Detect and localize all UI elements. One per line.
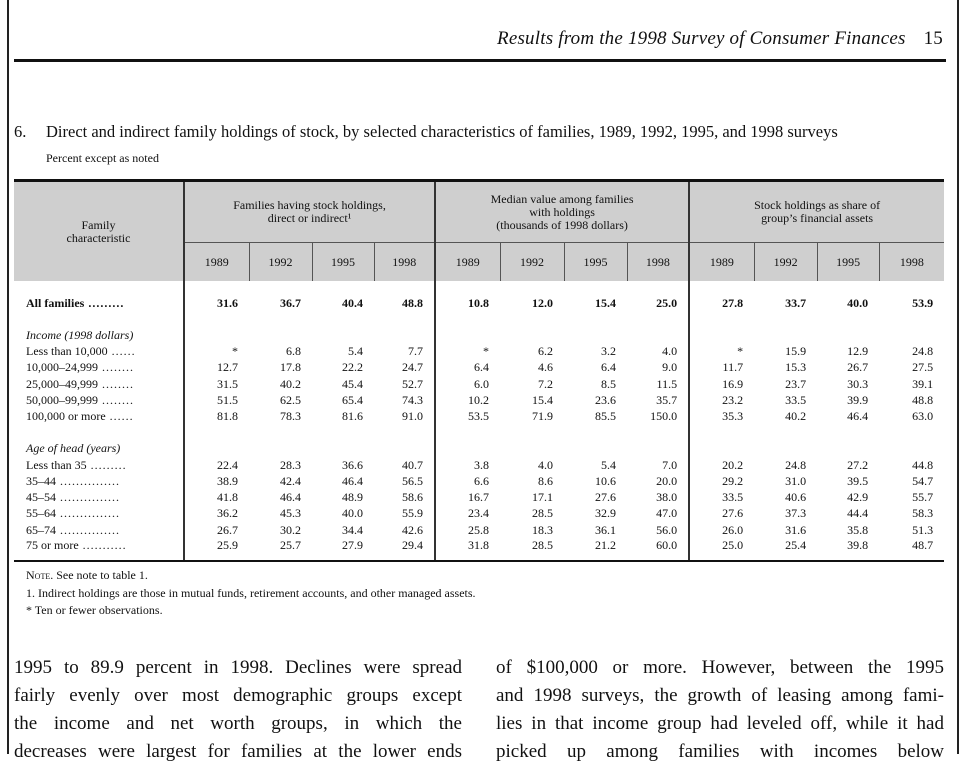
table-cell: 6.4	[435, 360, 500, 376]
group-header-share	[689, 181, 944, 243]
table-cell: 5.4	[601, 457, 617, 472]
group-header-line: (thousands of 1998 dollars)	[496, 217, 628, 232]
table-row	[14, 376, 944, 392]
table-cell: 18.3	[532, 522, 554, 537]
row-label: 55–64 ...............	[26, 506, 120, 521]
table-row	[14, 392, 944, 408]
table-cell: 28.5	[500, 538, 564, 561]
table-cell: 17.1	[532, 490, 554, 505]
year-header: 1995	[564, 243, 627, 282]
table-cell: 56.5	[402, 473, 424, 488]
table-cell: 27.6	[595, 490, 617, 505]
body-line: of $100,000 or more. However, between the 1995	[496, 657, 944, 678]
table-cell: 25.0	[656, 296, 678, 311]
table-cell: 32.9	[595, 506, 617, 521]
table-cell: 44.8	[912, 457, 934, 472]
table-cell: 48.7	[879, 538, 944, 561]
table-cell: 31.6	[184, 281, 249, 311]
table-cell: 85.5	[595, 409, 617, 424]
table-cell: 60.0	[627, 538, 689, 561]
table-cell: 36.1	[595, 522, 617, 537]
table-cell: 22.2	[342, 360, 363, 375]
table-cell: 6.0	[435, 376, 500, 392]
table-cell: 78.3	[280, 409, 301, 424]
table-cell: 12.0	[532, 296, 554, 311]
table-cell: *	[184, 343, 249, 359]
table-cell: 81.6	[342, 409, 363, 424]
row-label-text: 75 or more	[26, 538, 79, 553]
footnote-1: 1. Indirect holdings are those in mutual funds, retirement accounts, and other managed assets.	[26, 585, 476, 600]
table-cell: 37.3	[785, 506, 807, 521]
group-header-line: Stock holdings as share of	[754, 198, 881, 212]
table-row	[14, 473, 944, 489]
table-row	[14, 506, 944, 522]
table-cell: 4.6	[538, 360, 554, 375]
table-cell: 74.3	[402, 392, 424, 407]
year-header: 1998	[627, 243, 689, 282]
table-cell: 6.4	[601, 360, 617, 375]
footnote-star: * Ten or fewer observations.	[26, 603, 163, 617]
year-header: 1989	[689, 243, 754, 282]
year-header: 1995	[817, 243, 879, 282]
table-cell: 4.0	[662, 344, 678, 359]
year-header: 1989	[184, 243, 249, 282]
table-cell: 31.0	[785, 473, 807, 488]
row-label-text: All families	[26, 296, 85, 311]
table-cell: 65.4	[342, 392, 363, 407]
table-row	[14, 522, 944, 538]
table-cell: 23.7	[785, 376, 807, 391]
table-cell: 5.4	[348, 344, 363, 359]
row-label-text: 10,000–24,999	[26, 360, 98, 375]
row-label-text: 35–44	[26, 473, 56, 488]
table-cell: 91.0	[402, 409, 424, 424]
running-head	[0, 28, 943, 50]
body-line: decreases were largest for families at the lower ends	[14, 741, 462, 762]
table-cell: 10.6	[595, 473, 617, 488]
table-cell: 54.7	[912, 473, 934, 488]
table-cell: 39.1	[912, 376, 934, 391]
table-row	[14, 457, 944, 473]
table-number: 6.	[14, 122, 27, 141]
table-cell: 55.7	[912, 490, 934, 505]
table-cell: 17.8	[280, 360, 301, 375]
table-cell: 24.8	[912, 344, 934, 359]
group-header-line: direct or indirect¹	[267, 211, 352, 225]
table-cell: 40.0	[847, 296, 869, 311]
table-cell: 62.5	[280, 392, 301, 407]
year-header: 1998	[879, 243, 944, 282]
table-cell: 21.2	[564, 538, 627, 561]
table-cell: 35.3	[689, 408, 754, 424]
table-cell: 40.2	[785, 409, 807, 424]
table-cell: 44.4	[847, 506, 869, 521]
table-cell: 12.7	[184, 360, 249, 376]
section-heading: Income (1998 dollars)	[26, 327, 134, 342]
table-cell: 30.2	[280, 522, 301, 537]
table-cell: 27.9	[312, 538, 374, 561]
table-cell: 11.5	[656, 376, 678, 391]
table-cell: 23.6	[595, 392, 617, 407]
running-head-title: Results from the 1998 Survey of Consumer Finances	[497, 28, 906, 49]
table-cell: 51.5	[184, 392, 249, 408]
group-header-median	[435, 181, 689, 243]
year-header: 1995	[312, 243, 374, 282]
table-cell: 26.7	[847, 360, 869, 375]
table-cell: 6.6	[435, 473, 500, 489]
body-line: 1995 to 89.9 percent in 1998. Declines were spread	[14, 657, 462, 678]
body-line: lies in that income group had leveled off, while it had	[496, 713, 944, 734]
table-cell: 11.7	[689, 360, 754, 376]
stock-holdings-table	[14, 179, 944, 562]
table-row	[14, 490, 944, 506]
table-cell: 31.6	[785, 522, 807, 537]
table-cell: 9.0	[662, 360, 678, 375]
table-cell: 8.5	[601, 376, 617, 391]
table-cell: 48.8	[912, 392, 934, 407]
table-cell: 41.8	[184, 490, 249, 506]
table-cell: 38.9	[184, 473, 249, 489]
table-cell: 28.5	[532, 506, 554, 521]
table-cell: 27.2	[847, 457, 869, 472]
table-cell: 27.8	[689, 281, 754, 311]
table-cell: *	[435, 343, 500, 359]
group-header-line: with holdings	[529, 204, 595, 219]
group-header-holdings	[184, 181, 435, 243]
row-label: 75 or more ...........	[14, 538, 184, 561]
row-label-text: Less than 35	[26, 457, 87, 472]
note-label: Note.	[26, 568, 54, 582]
table-row	[14, 408, 944, 424]
table-cell: 39.9	[847, 392, 869, 407]
table-cell: 40.7	[402, 457, 424, 472]
note-text: See note to table 1.	[56, 568, 148, 582]
table-cell: 40.6	[785, 490, 807, 505]
row-label-text: Less than 10,000	[26, 344, 108, 359]
row-label: 35–44 ...............	[26, 473, 120, 488]
row-label-text: 55–64	[26, 506, 56, 521]
table-cell: 33.7	[785, 296, 807, 311]
table-cell: 52.7	[402, 376, 424, 391]
stub-header	[14, 181, 184, 282]
table-cell: 45.4	[342, 376, 363, 391]
table-cell: 53.9	[912, 296, 934, 311]
table-cell: 3.8	[435, 457, 500, 473]
table-cell: 40.0	[342, 506, 363, 521]
body-line: and 1998 surveys, the growth of leasing among fami-	[496, 685, 944, 706]
row-label: 65–74 ...............	[26, 522, 120, 537]
table-cell: 35.8	[847, 522, 869, 537]
body-text-left	[14, 654, 462, 766]
table-cell: 71.9	[532, 409, 554, 424]
header-rule	[14, 59, 946, 62]
row-label: All families .........	[26, 296, 125, 311]
body-text-right	[496, 654, 944, 766]
group-header-line: Families having stock holdings,	[233, 198, 386, 212]
year-header: 1992	[754, 243, 817, 282]
table-cell: 55.9	[402, 506, 424, 521]
table-cell: 24.7	[402, 360, 424, 375]
table-cell: 51.3	[912, 522, 934, 537]
table-unit-note: Percent except as noted	[46, 151, 159, 165]
row-label-text: 50,000–99,999	[26, 392, 98, 407]
table-row	[14, 343, 944, 359]
table-cell: 15.9	[785, 344, 807, 359]
table-cell: 10.2	[435, 392, 500, 408]
table-cell: 20.2	[689, 457, 754, 473]
year-header: 1998	[374, 243, 435, 282]
table-cell: 42.9	[847, 490, 869, 505]
row-label-text: 45–54	[26, 490, 56, 505]
table-cell: 26.0	[689, 522, 754, 538]
year-header: 1992	[249, 243, 312, 282]
row-label: 25,000–49,999 ........	[26, 376, 134, 391]
section-heading: Age of head (years)	[26, 441, 121, 456]
table-cell: 3.2	[601, 344, 617, 359]
table-cell: 10.8	[435, 281, 500, 311]
table-cell: 24.8	[785, 457, 807, 472]
row-label-text: 100,000 or more	[26, 409, 106, 424]
table-cell: 33.5	[785, 392, 807, 407]
table-notes	[26, 567, 476, 620]
body-line: picked up among families with incomes below	[496, 741, 944, 762]
table-cell: 35.7	[656, 392, 678, 407]
table-cell: 25.0	[689, 538, 754, 561]
table-caption	[14, 122, 944, 142]
table-cell: 28.3	[280, 457, 301, 472]
table-cell: 56.0	[656, 522, 678, 537]
table-cell: *	[689, 343, 754, 359]
table-cell: 48.9	[342, 490, 363, 505]
table-cell: 30.3	[847, 376, 869, 391]
table-cell: 25.9	[184, 538, 249, 561]
year-header: 1989	[435, 243, 500, 282]
row-label-text: 65–74	[26, 522, 56, 537]
table-row	[14, 360, 944, 376]
table-cell: 36.7	[280, 296, 301, 311]
row-label: Less than 35 .........	[26, 457, 127, 472]
table-cell: 4.0	[538, 457, 554, 472]
page-frame-left	[7, 0, 9, 754]
table-cell: 46.4	[847, 409, 869, 424]
table-cell: 6.2	[538, 344, 554, 359]
table-cell: 26.7	[184, 522, 249, 538]
table-cell: 23.2	[689, 392, 754, 408]
table-cell: 7.0	[662, 457, 678, 472]
table-cell: 15.4	[532, 392, 554, 407]
year-header: 1992	[500, 243, 564, 282]
table-cell: 45.3	[280, 506, 301, 521]
table-cell: 7.7	[408, 344, 424, 359]
table-cell: 39.8	[817, 538, 879, 561]
table-cell: 42.4	[280, 473, 301, 488]
table-cell: 40.4	[342, 296, 363, 311]
table-cell: 36.6	[342, 457, 363, 472]
stub-header-line1: Family	[81, 217, 116, 232]
table-cell: 6.8	[286, 344, 301, 359]
table-cell: 16.7	[435, 490, 500, 506]
table-cell: 22.4	[184, 457, 249, 473]
body-line: fairly evenly over most demographic groups except	[14, 685, 462, 706]
table-row	[14, 281, 944, 311]
group-header-line: Median value among families	[490, 191, 634, 206]
table-cell: 16.9	[689, 376, 754, 392]
table-cell: 27.6	[689, 506, 754, 522]
stub-header-line2: characteristic	[66, 230, 131, 245]
table-cell: 15.4	[595, 296, 617, 311]
table-cell: 36.2	[184, 506, 249, 522]
row-label-text: 25,000–49,999	[26, 376, 98, 391]
table-cell: 63.0	[912, 409, 934, 424]
table-cell: 58.3	[912, 506, 934, 521]
table-cell: 23.4	[435, 506, 500, 522]
row-label: Less than 10,000 ......	[26, 344, 136, 359]
table-cell: 38.0	[656, 490, 678, 505]
row-label: 100,000 or more ......	[26, 409, 134, 424]
table-cell: 150.0	[650, 409, 678, 424]
table-cell: 53.5	[435, 408, 500, 424]
table-cell: 7.2	[538, 376, 554, 391]
table-cell: 25.4	[754, 538, 817, 561]
page-frame-right	[957, 0, 959, 754]
body-line: the income and net worth groups, in which the	[14, 713, 462, 734]
table-cell: 15.3	[785, 360, 807, 375]
table-cell: 46.4	[342, 473, 363, 488]
table-cell: 29.2	[689, 473, 754, 489]
table-cell: 8.6	[538, 473, 554, 488]
table-title: Direct and indirect family holdings of stock, by selected characteristics of families, 1989, 1992, 1995, and 1998 surveys	[46, 122, 838, 141]
table-cell: 40.2	[280, 376, 301, 391]
table-cell: 12.9	[847, 344, 869, 359]
table-cell: 48.8	[402, 296, 424, 311]
table-cell: 34.4	[342, 522, 363, 537]
table-cell: 81.8	[184, 408, 249, 424]
table-cell: 39.5	[847, 473, 869, 488]
page-number: 15	[923, 28, 943, 49]
table-cell: 20.0	[656, 473, 678, 488]
table-cell: 31.8	[435, 538, 500, 561]
row-label: 45–54 ...............	[26, 490, 120, 505]
table-cell: 58.6	[402, 490, 424, 505]
table-cell: 47.0	[656, 506, 678, 521]
table-cell: 46.4	[280, 490, 301, 505]
table-cell: 29.4	[374, 538, 435, 561]
group-header-line: group’s financial assets	[761, 211, 874, 225]
table-cell: 25.7	[249, 538, 312, 561]
table-cell: 33.5	[689, 490, 754, 506]
row-label: 10,000–24,999 ........	[26, 360, 134, 375]
table-cell: 27.5	[912, 360, 934, 375]
table-cell: 25.8	[435, 522, 500, 538]
row-label: 50,000–99,999 ........	[26, 392, 134, 407]
table-cell: 31.5	[184, 376, 249, 392]
table-row	[14, 538, 944, 561]
table-cell: 42.6	[402, 522, 424, 537]
